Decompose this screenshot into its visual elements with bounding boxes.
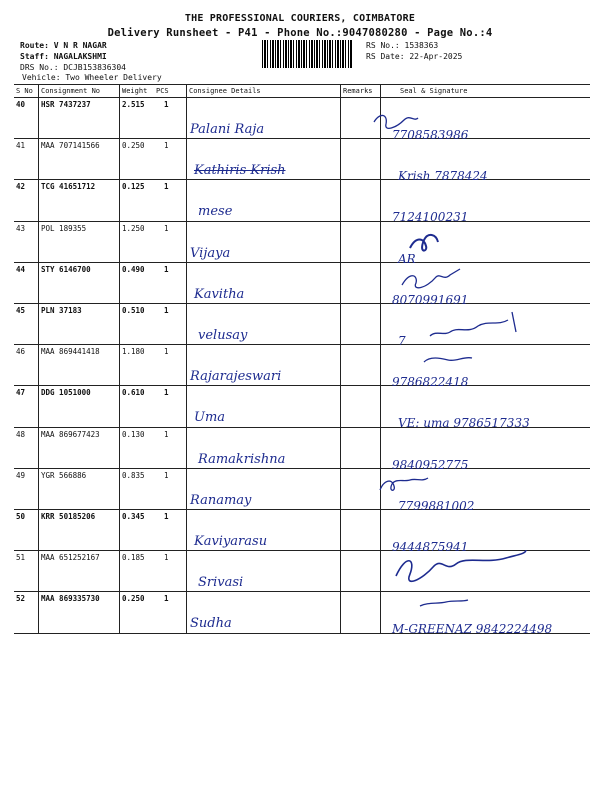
cell-sno: 44 <box>16 264 26 274</box>
signature-51 <box>396 550 526 581</box>
vehicle-label: Vehicle: Two Wheeler Delivery <box>22 73 162 82</box>
cell-pcs: 1 <box>164 470 169 480</box>
consignee-name: Rajarajeswari <box>190 369 282 385</box>
signature-phone: AR <box>398 251 416 266</box>
staff-label: Staff: NAGALAKSHMI <box>20 52 107 61</box>
cell-pcs: 1 <box>164 264 169 274</box>
cell-consignment-no: PLN 37183 <box>41 306 82 315</box>
cell-pcs: 1 <box>164 141 169 151</box>
cell-consignment-no: KRR 50185206 <box>41 512 96 521</box>
cell-sno: 47 <box>16 388 26 398</box>
cell-pcs: 1 <box>164 594 169 604</box>
cell-weight: 0.835 <box>122 470 145 480</box>
consignee-name: Srivasi <box>198 575 244 591</box>
cell-consignment-no: HSR 7437237 <box>41 100 91 109</box>
cell-pcs: 1 <box>164 512 169 521</box>
consignee-name: Uma <box>194 410 226 426</box>
cell-weight: 0.250 <box>122 141 145 151</box>
consignee-name: Kathiris Krish <box>194 163 286 179</box>
cell-sno: 46 <box>16 347 26 357</box>
cell-pcs: 1 <box>164 388 169 398</box>
cell-consignment-no: YGR 566886 <box>41 470 87 480</box>
runsheet-title: Delivery Runsheet - P41 - Phone No.:9047080280 - Page No.:4 <box>107 27 493 39</box>
cell-weight: 0.130 <box>122 429 145 439</box>
rs-date: RS Date: 22-Apr-2025 <box>366 52 463 61</box>
col-header-sno: S No <box>16 87 33 95</box>
signature-phone: 7 <box>398 334 406 348</box>
consignee-name: Sudha <box>190 616 232 632</box>
cell-weight: 1.180 <box>122 347 145 357</box>
cell-sno: 49 <box>16 470 26 480</box>
consignee-name: Kavitha <box>194 286 245 302</box>
signature-43 <box>410 235 438 251</box>
signature-46 <box>424 358 472 362</box>
signature-phone: 9840952775 <box>392 457 469 472</box>
signature-phone: VE: uma 9786517333 <box>398 416 530 431</box>
cell-weight: 0.510 <box>122 306 145 315</box>
signature-49 <box>380 478 428 490</box>
cell-sno: 40 <box>16 100 26 109</box>
signature-phone: M-GREENAZ 9842224498 <box>392 622 553 637</box>
cell-pcs: 1 <box>164 223 169 233</box>
cell-pcs: 1 <box>164 347 169 357</box>
cell-pcs: 1 <box>164 429 169 439</box>
cell-consignment-no: MAA 651252167 <box>41 553 100 563</box>
route-label: Route: V N R NAGAR <box>20 41 107 50</box>
cell-sno: 48 <box>16 429 26 439</box>
cell-sno: 42 <box>16 182 26 192</box>
cell-pcs: 1 <box>164 306 169 315</box>
cell-consignment-no: POL 189355 <box>41 223 87 233</box>
col-header-consignment: Consignment No <box>41 87 101 95</box>
cell-sno: 43 <box>16 223 26 233</box>
signature-45 <box>430 312 516 336</box>
col-header-pcs: PCS <box>156 87 169 95</box>
cell-pcs: 1 <box>164 182 169 192</box>
cell-consignment-no: MAA 707141566 <box>41 141 100 151</box>
consignee-name: Ranamay <box>190 492 252 508</box>
cell-consignment-no: TCG 41651712 <box>41 182 96 192</box>
signature-phone: Krish 7878424 <box>398 169 488 184</box>
cell-consignment-no: DDG 1051000 <box>41 388 91 398</box>
consignee-name: velusay <box>198 328 248 343</box>
cell-weight: 0.490 <box>122 264 145 274</box>
consignee-name: Palani Raja <box>190 122 265 137</box>
col-header-consignee: Consignee Details <box>189 87 261 95</box>
signature-phone: 8070991691 <box>392 292 469 307</box>
signature-phone: 7799881002 <box>398 498 475 513</box>
cell-consignment-no: MAA 869335730 <box>41 594 100 604</box>
signature-phone: 9786822418 <box>392 375 469 390</box>
cell-pcs: 1 <box>164 553 169 563</box>
signature-phone: 9444875941 <box>392 540 469 554</box>
cell-weight: 2.515 <box>122 100 145 109</box>
signature-52 <box>420 600 468 606</box>
cell-weight: 0.345 <box>122 512 145 521</box>
consignee-name: Vijaya <box>190 245 231 261</box>
cell-sno: 52 <box>16 594 26 604</box>
cell-weight: 0.250 <box>122 594 145 604</box>
signature-phone: 7124100231 <box>392 210 469 225</box>
cell-sno: 51 <box>16 553 26 563</box>
cell-sno: 41 <box>16 141 26 151</box>
cell-pcs: 1 <box>164 100 169 109</box>
consignee-name: Ramakrishna <box>198 451 286 467</box>
consignee-name: mese <box>198 204 233 220</box>
rs-number: RS No.: 1538363 <box>366 41 439 50</box>
cell-weight: 0.185 <box>122 553 145 563</box>
cell-weight: 0.610 <box>122 388 145 398</box>
drs-number: DRS No.: DCJB153836304 <box>20 63 126 72</box>
col-header-signature: Seal & Signature <box>400 87 468 95</box>
signature-phone: 7708583986 <box>392 128 469 142</box>
signature-44 <box>402 269 460 288</box>
company-title: THE PROFESSIONAL COURIERS, COIMBATORE <box>184 13 416 24</box>
cell-consignment-no: MAA 869677423 <box>41 429 100 439</box>
cell-consignment-no: MAA 869441418 <box>41 347 100 357</box>
cell-weight: 1.250 <box>122 223 145 233</box>
consignee-name: Kaviyarasu <box>194 534 268 549</box>
col-header-weight: Weight <box>122 87 148 95</box>
col-header-remarks: Remarks <box>343 87 373 95</box>
cell-sno: 50 <box>16 512 26 521</box>
signature-40 <box>374 115 418 128</box>
cell-consignment-no: STY 6146700 <box>41 264 91 274</box>
cell-weight: 0.125 <box>122 182 145 192</box>
cell-sno: 45 <box>16 306 26 315</box>
